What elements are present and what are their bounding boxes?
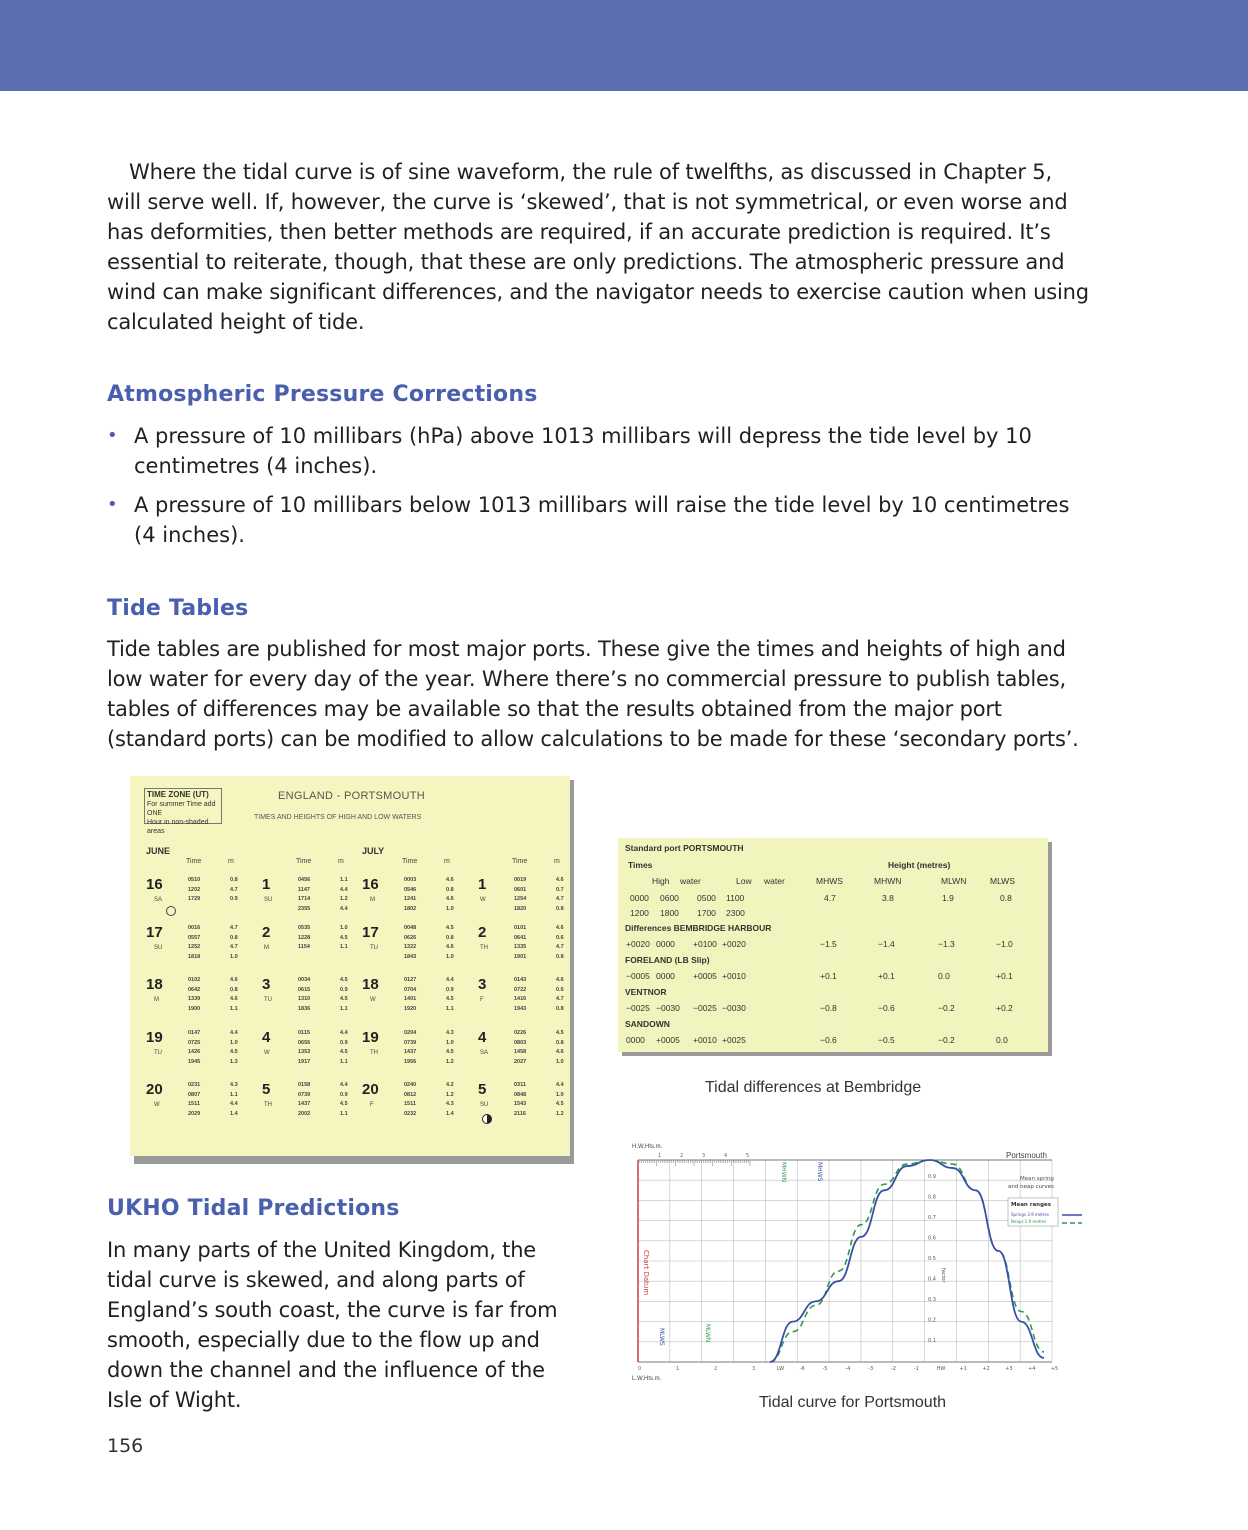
table-cell: −0.6 [878,1003,895,1013]
day-number: 20 [362,1081,379,1098]
day-number: 20 [146,1081,163,1098]
table-cell: 1700 [697,908,716,918]
tide-times: 0127 0704 1401 1920 [404,977,417,1012]
tide-heights: 0.8 4.7 0.9 [230,877,238,902]
y-tick-label: 0.9 [928,1174,936,1180]
day-of-week: TU [154,1050,162,1056]
table-cell: −0005 [626,971,650,981]
bottom-number: 3 [752,1366,756,1372]
tide-heights: 4.3 1.1 4.4 1.4 [230,1082,238,1117]
tide-heights: 4.4 0.9 4.5 1.1 [340,1030,348,1065]
y-tick-label: 0.1 [928,1338,936,1344]
time-column-header: Time [186,858,202,865]
tide-heights: 4.6 0.7 4.7 0.8 [556,877,564,912]
table-cell: 0000 [656,939,675,949]
bullet-item-2 [107,490,1097,550]
table-cell: −1.5 [820,939,837,949]
bottom-number: 2 [714,1366,718,1372]
port-name: Differences BEMBRIDGE HARBOUR [625,923,772,933]
x-tick-label: -5 [822,1366,828,1372]
day-of-week: SA [154,897,163,903]
port-name: FORELAND (LB Slip) [625,955,710,965]
y-tick-label: 0.6 [928,1235,936,1242]
tide-heights: 4.5 0.8 4.6 1.0 [446,925,454,960]
top-number: 2 [680,1153,684,1159]
day-of-week: TU [264,997,272,1003]
tide-times: 0034 0615 1310 1836 [298,977,311,1012]
table-cell: −0030 [656,1003,680,1013]
time-column-header: Time [512,858,528,865]
table-cell: 3.8 [882,893,894,903]
tide-times: 0456 1147 1714 2355 [298,877,311,912]
height-column-header: m [338,858,344,865]
tide-heights: 4.4 0.9 4.5 1.1 [340,1082,348,1117]
x-tick-label: +4 [1028,1366,1036,1372]
times-label: Times [628,860,653,870]
table-cell: −1.4 [878,939,895,949]
table-cell: 1.9 [942,893,954,903]
x-tick-label: HW [936,1366,946,1372]
table-cell: +0.2 [996,1003,1013,1013]
table-cell: 0.0 [938,971,950,981]
tide-tables-paragraph: Tide tables are published for most major ports. These give the times and heights of high and low water for every day of the year. Where there’s no commercial pressure to publish tables, tables of differences may be available so that the results obtained from the major port (standard ports) can be modified to allow calculations to be made for these ‘secondary ports’. [107,637,1079,751]
y-tick-label: 0.4 [928,1276,936,1283]
tide-times: 0231 0807 1511 2029 [188,1082,201,1117]
day-of-week: SU [154,945,163,951]
table-cell: +0.1 [996,971,1013,981]
day-of-week: F [480,997,484,1003]
day-of-week: TH [370,1050,378,1056]
tide-times: 0311 0848 1543 2116 [514,1082,527,1117]
top-number: 5 [746,1153,750,1159]
tide-times: 0048 0626 1322 1843 [404,925,417,960]
day-of-week: SU [264,897,273,903]
x-tick-label: +1 [959,1366,967,1372]
day-number: 1 [478,876,487,893]
heading-ukho: UKHO Tidal Predictions [107,1196,400,1221]
table-cell: +0010 [693,1035,717,1045]
tide-times: 0102 0642 1339 1900 [188,977,201,1012]
mlws-label: MLWS [658,1328,665,1346]
day-of-week: M [370,897,375,903]
table-cell: +0025 [722,1035,746,1045]
top-axis-label: H.W.Hts.m. [632,1144,663,1150]
tide-table-title: ENGLAND - PORTSMOUTH [278,790,425,802]
page-number: 156 [107,1435,144,1457]
time-zone-note: For summer Time add ONE [147,801,216,817]
curve-caption: Tidal curve for Portsmouth [759,1394,947,1411]
intro-paragraph: Where the tidal curve is of sine waveform, the rule of twelfths, as discussed in Chapter 5, will serve well. If, however, the curve is ‘skewed’, that is not symmetrical, or even worse and has deformities, then better methods are required, if an accurate prediction is required. It’s essential to reiterate, though, that these are only predictions. The atmospheric pressure and wind can make significant differences, and the navigator needs to exercise caution when using calculated height of tide. [107,160,1089,334]
day-number: 18 [362,976,379,993]
tide-heights: 4.5 0.8 4.6 1.0 [556,1030,564,1065]
day-of-week: F [370,1102,374,1108]
mhws-label: MHWS [816,1162,823,1182]
column-header: MHWS [816,876,843,886]
table-cell: 0.0 [996,1035,1008,1045]
x-tick-label: -6 [799,1366,805,1372]
tide-times: 0019 0601 1254 1820 [514,877,527,912]
x-tick-label: -3 [868,1366,874,1372]
time-column-header: Time [402,858,418,865]
day-number: 1 [262,876,271,893]
port-name: SANDOWN [625,1019,670,1029]
time-zone-label: TIME ZONE (UT) [147,790,209,799]
legend-title: Mean ranges [1011,1202,1052,1208]
tide-heights: 4.6 0.6 4.7 0.8 [556,925,564,960]
tide-heights: 4.4 0.9 4.5 1.1 [446,977,454,1012]
y-tick-label: 0.3 [928,1297,936,1303]
day-number: 17 [362,924,379,941]
heading-tide-tables: Tide Tables [107,596,249,621]
month-july: JULY [362,846,385,856]
bullet-text: A pressure of 10 millibars (hPa) above 1013 millibars will depress the tide level by 10 centimetres (4 inches). [134,424,1032,478]
tide-times: 0204 0739 1437 1956 [404,1030,417,1065]
column-header: water [764,876,785,886]
day-number: 4 [262,1029,271,1046]
tide-times: 0510 1202 1729 [188,877,201,902]
day-of-week: TH [480,945,488,951]
table-cell: 0500 [697,893,716,903]
tide-times: 0016 0557 1252 1818 [188,925,201,960]
differences-title: Standard port PORTSMOUTH [625,843,744,853]
tide-times: 0101 0641 1335 1901 [514,925,527,960]
day-number: 2 [262,924,271,941]
table-cell: 0000 [626,1035,645,1045]
month-june: JUNE [146,846,171,856]
tide-heights: 4.4 1.0 4.5 1.2 [556,1082,564,1117]
table-cell: −0030 [722,1003,746,1013]
column-header: MLWN [941,876,967,886]
day-number: 18 [146,976,163,993]
tide-times: 0147 0725 1426 1945 [188,1030,201,1065]
tidal-differences-figure [618,838,1048,1052]
legend-item-neaps: Neaps 1.9 metres [1011,1219,1047,1224]
table-cell: +0010 [722,971,746,981]
tide-times: 0003 0546 1241 1802 [404,877,417,912]
tide-times: 0240 0812 1511 0232 [404,1082,417,1117]
y-tick-label: 0.5 [928,1256,936,1262]
column-header: water [680,876,701,886]
differences-caption: Tidal differences at Bembridge [705,1079,922,1096]
table-cell: +0.1 [820,971,837,981]
tide-heights: 4.5 0.9 4.5 1.1 [340,977,348,1012]
table-cell: 0000 [630,893,649,903]
day-of-week: W [480,897,486,903]
day-number: 19 [362,1029,379,1046]
bullet-icon: • [107,425,118,446]
height-column-header: m [228,858,234,865]
tidal-curve-chart [630,1140,1090,1385]
table-cell: +0005 [693,971,717,981]
quarter-moon-icon [482,1114,492,1124]
factor-label: factor [940,1268,946,1283]
column-header: High [652,876,670,886]
day-of-week: M [264,945,269,951]
day-number: 16 [146,876,163,893]
table-cell: −0025 [626,1003,650,1013]
tide-heights: 4.2 1.2 4.3 1.4 [446,1082,454,1117]
day-of-week: W [370,997,376,1003]
heading-atmospheric-pressure: Atmospheric Pressure Corrections [107,382,538,407]
y-tick-label: 0.8 [928,1194,936,1201]
x-tick-label: -2 [891,1366,896,1372]
x-tick-label: +5 [1050,1366,1059,1372]
bullet-item-1 [107,421,1097,481]
tide-heights: 4.7 0.8 4.7 1.0 [230,925,238,960]
day-number: 3 [262,976,271,993]
tide-times: 0143 0722 1416 1943 [514,977,527,1012]
tide-heights: 4.6 0.8 4.6 1.0 [446,877,454,912]
day-of-week: TU [370,945,378,951]
height-column-header: m [554,858,560,865]
day-number: 4 [478,1029,487,1046]
top-number: 1 [658,1153,662,1159]
height-column-header: m [444,858,450,865]
x-tick-label: -4 [845,1366,851,1372]
table-cell: 2300 [726,908,745,918]
time-zone-note: Hour in non-shaded areas [147,819,209,835]
table-cell: +0020 [626,939,650,949]
day-number: 19 [146,1029,163,1046]
x-tick-label: LW [776,1366,785,1372]
day-number: 5 [478,1081,487,1098]
table-cell: −0025 [693,1003,717,1013]
day-of-week: W [264,1050,270,1056]
tide-table-subtitle: TIMES AND HEIGHTS OF HIGH AND LOW WATERS [254,814,422,821]
tide-table-figure [130,776,570,1156]
x-tick-label: +2 [982,1366,990,1372]
height-label: Height (metres) [888,860,951,870]
table-cell: 1100 [726,893,745,903]
table-cell: 0600 [660,893,679,903]
time-column-header: Time [296,858,312,865]
bottom-number: 0 [638,1366,642,1372]
table-cell: 0.8 [1000,893,1012,903]
day-of-week: M [154,997,159,1003]
mlwn-label: MLWN [704,1324,711,1343]
chart-datum-label: Chart Datum [642,1250,650,1296]
table-cell: 1800 [660,908,679,918]
column-header: Low [736,876,752,886]
day-number: 16 [362,876,379,893]
tide-times: 0158 0739 1437 2002 [298,1082,311,1117]
bullet-icon: • [107,494,118,515]
day-of-week: W [154,1102,160,1108]
y-tick-label: 0.2 [928,1317,936,1324]
new-moon-icon [166,906,176,916]
tide-times: 0535 1228 1154 [298,925,311,950]
table-cell: +0005 [656,1035,680,1045]
tide-heights: 4.6 0.8 4.6 1.1 [230,977,238,1012]
table-cell: +0020 [722,939,746,949]
legend-item-springs: Springs 3.9 metres [1011,1212,1049,1217]
tide-heights: 4.6 0.6 4.7 0.8 [556,977,564,1012]
tide-times: 0226 0803 1458 2027 [514,1030,527,1065]
table-cell: 4.7 [824,893,836,903]
tide-heights: 1.1 4.4 1.2 4.4 [340,877,348,912]
top-number: 3 [702,1153,706,1159]
table-cell: −0.2 [938,1035,955,1045]
table-cell: −0.6 [820,1035,837,1045]
table-cell: −0.8 [820,1003,837,1013]
tide-heights: 4.4 1.0 4.5 1.3 [230,1030,238,1065]
column-header: MLWS [990,876,1015,886]
tide-heights: 4.3 1.0 4.5 1.2 [446,1030,454,1065]
time-zone-box [144,788,222,835]
x-tick-label: +3 [1005,1366,1013,1372]
mhwn-label: MHWN [780,1162,787,1183]
header-band [0,0,1248,91]
table-cell: −0.5 [878,1035,895,1045]
x-tick-label: -1 [913,1366,919,1372]
chart-subtitle: and neap curves [1008,1184,1054,1190]
table-cell: +0.1 [878,971,895,981]
table-cell: −1.0 [996,939,1013,949]
day-number: 2 [478,924,487,941]
chart-title: Portsmouth [1006,1151,1047,1160]
table-cell: 1200 [630,908,649,918]
ukho-paragraph: In many parts of the United Kingdom, the tidal curve is skewed, and along parts of England’s south coast, the curve is far from smooth, especially due to the flow up and down the channel and the influence of the Isle of Wight. [107,1238,558,1412]
top-number: 4 [724,1153,728,1159]
table-cell: +0100 [693,939,717,949]
day-number: 17 [146,924,163,941]
bottom-axis-label: L.W.Hts.m. [632,1376,662,1382]
port-name: VENTNOR [625,987,667,997]
table-cell: 0000 [656,971,675,981]
column-header: MHWN [874,876,902,886]
bullet-text: A pressure of 10 millibars below 1013 millibars will raise the tide level by 10 centimetres (4 inches). [134,493,1070,547]
bottom-number: 1 [676,1366,680,1372]
y-tick-label: 0.7 [928,1215,936,1221]
day-of-week: TH [264,1102,272,1108]
chart-subtitle: Mean spring [1020,1176,1054,1182]
tide-times: 0115 0656 1353 1917 [298,1030,311,1065]
table-cell: −1.3 [938,939,955,949]
day-of-week: SA [480,1050,489,1056]
day-of-week: SU [480,1102,489,1108]
table-cell: −0.2 [938,1003,955,1013]
day-number: 5 [262,1081,271,1098]
day-number: 3 [478,976,487,993]
tide-heights: 1.0 4.5 1.1 [340,925,348,950]
